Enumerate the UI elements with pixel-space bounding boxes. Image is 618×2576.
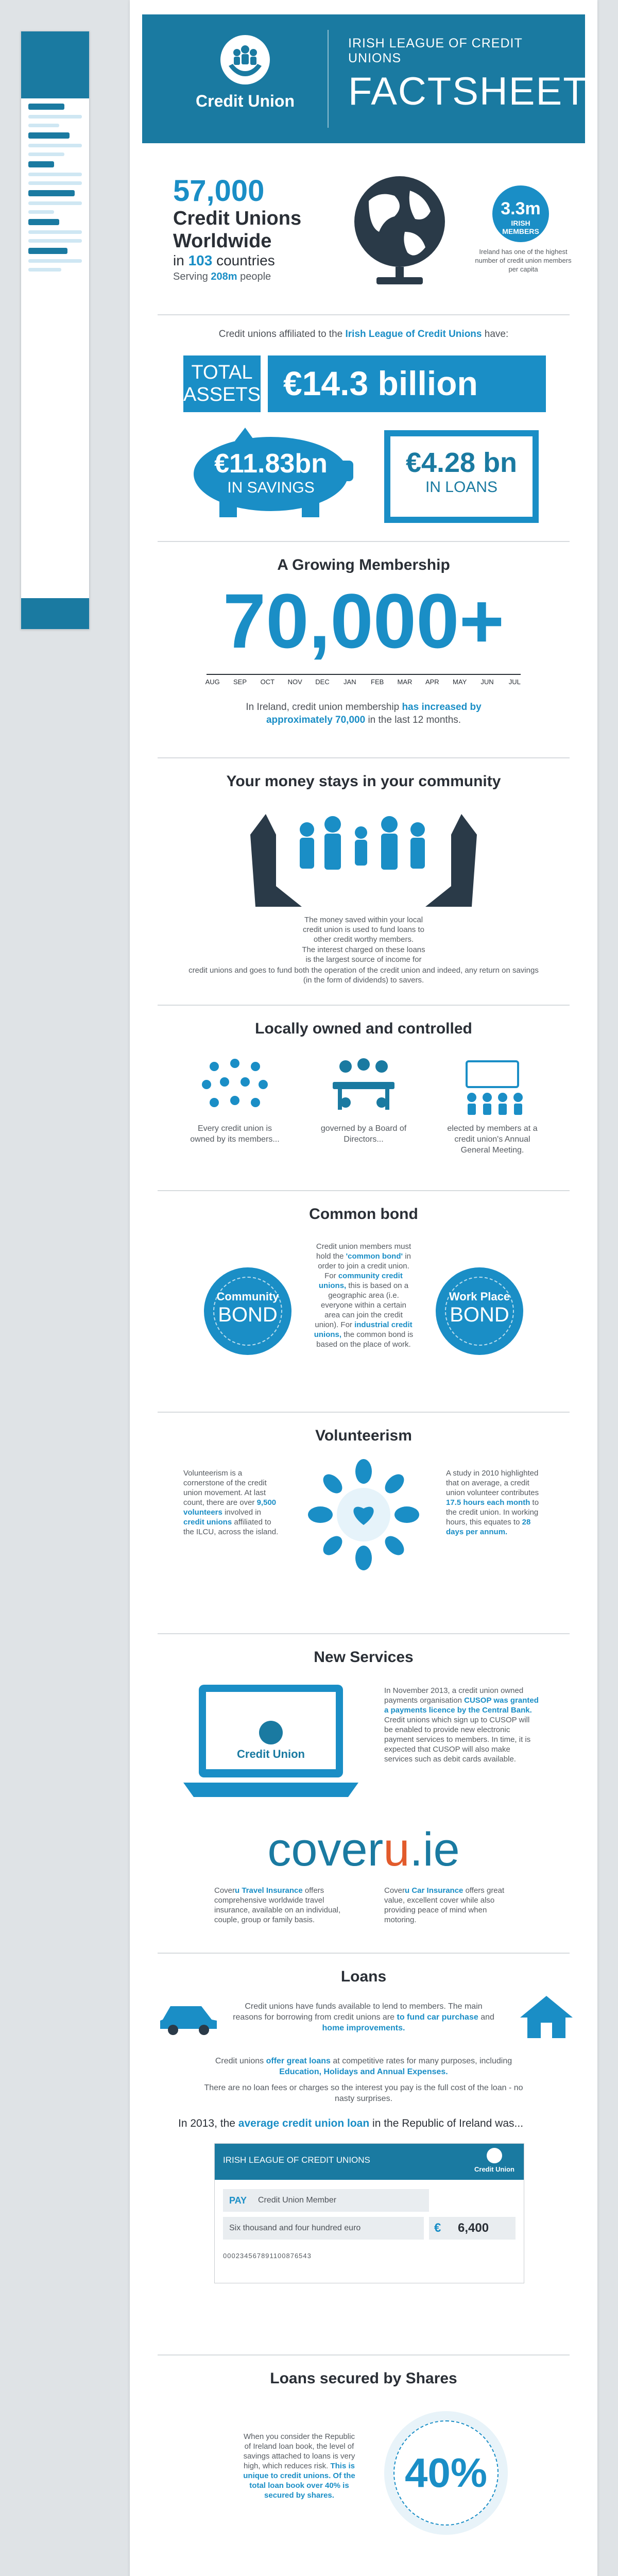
community-title: Your money stays in your community — [226, 773, 501, 790]
page-thumbnail[interactable] — [21, 31, 90, 630]
timeline-month: SEP — [233, 678, 247, 686]
membership-title: A Growing Membership — [277, 556, 450, 573]
workplace-bond-badge: Work Place BOND — [436, 1267, 523, 1355]
membership-number: 70,000+ — [222, 578, 505, 664]
community-bond-badge: Community BOND — [204, 1267, 291, 1355]
bond-section — [142, 1206, 585, 1401]
thumbnail-footer — [21, 598, 89, 629]
shares-title: Loans secured by Shares — [270, 2370, 457, 2387]
timeline-month: APR — [425, 678, 439, 686]
savings-value: €11.83bn — [214, 449, 328, 479]
percent-badge — [384, 2411, 508, 2535]
assets-section: Credit unions affiliated to the Irish League of Credit Unions have: TOTAL ASSETS €14.3 billion €11.83bn IN SAVINGS €4.28 bn IN LOANS — [142, 325, 585, 531]
volunteer-section — [142, 1427, 585, 1618]
owned-title: Locally owned and controlled — [255, 1020, 472, 1037]
community-hands-icon — [245, 804, 482, 909]
irish-note: Ireland has one of the highest number of credit union members per capita — [475, 248, 572, 273]
logo-text: Credit Union — [196, 92, 295, 110]
irish-members-badge: 3.3m IRISH MEMBERS — [492, 185, 549, 242]
loans-section — [142, 1968, 585, 2339]
card-logo-icon — [487, 2148, 502, 2163]
services-title: New Services — [314, 1649, 414, 1666]
timeline-month: JAN — [344, 678, 356, 686]
total-assets-label: TOTAL ASSETS — [183, 355, 261, 412]
cusop-text: In November 2013, a credit union owned payments organisation CUSOP was granted a payments licence by the Central Bank. Credit unions which sign up to CUSOP will be enabled to provide new electronic payment services to members. In time, it is expected that CUSOP will also make services such as debit cards available. — [384, 1686, 539, 1764]
members-crowd-icon — [199, 1056, 271, 1121]
timeline-month: DEC — [315, 678, 330, 686]
membership-section — [142, 556, 585, 742]
total-assets-value: €14.3 billion — [268, 355, 546, 412]
page-title: FACTSHEET — [348, 70, 588, 113]
coveru-logo: coveru.ie — [267, 1823, 460, 1876]
factsheet-page — [130, 0, 597, 2576]
shares-text: When you consider the Republic of Ireland loan book, the level of savings attached to loans is very high, which reduces risk. This is unique to credit unions. Of the total loan book over 40% is secured by shares. — [243, 2432, 355, 2500]
timeline-month: MAY — [453, 678, 467, 686]
header-divider — [328, 30, 329, 128]
header-banner — [142, 14, 588, 143]
thumbnail-header — [21, 31, 89, 98]
timeline-month: FEB — [371, 678, 384, 686]
car-icon — [158, 1999, 219, 2038]
people-served: 208m — [211, 271, 237, 282]
worldwide-count: 57,000 — [173, 174, 265, 208]
volunteer-title: Volunteerism — [315, 1427, 412, 1444]
volunteer-right-text: A study in 2010 highlighted that on average, a credit union volunteer contributes 17.5 hours each month to the credit union. In working hours, this equates to 28 days per annum. — [446, 1469, 539, 1536]
average-loan-text: In 2013, the average credit union loan in the Republic of Ireland was... — [178, 2117, 524, 2129]
shares-percent: 40% — [404, 2450, 488, 2496]
board-icon — [328, 1056, 400, 1121]
cheque-card: IRISH LEAGUE OF CREDIT UNIONS Credit Union PAY Credit Union Member Six thousand and four hundred euro € 6,400 000234567891100876543 — [214, 2143, 524, 2283]
loans-value-box: €4.28 bn IN LOANS — [384, 430, 539, 523]
community-section: Your money stays in your community The money saved within your local credit union is used to fund loans to other credit worthy members. The interest charged on these loans is the largest source of income for credit unions and goes to fund both the operation of the credit union and indeed, any return on savings (in the form of dividends) to savers. — [142, 773, 585, 989]
loans-text-2: Credit unions offer great loans at competitive rates for many purposes, including Education, Holidays and Annual Expenses. — [215, 2057, 512, 2076]
worldwide-section: 57,000 Credit Unions Worldwide in 103 countries Serving 208m people 3.3m IRISH MEMBERS Ireland has one of the highest number of credit union members per capita — [142, 165, 585, 299]
timeline-month: OCT — [260, 678, 275, 686]
countries-count: 103 — [188, 252, 213, 268]
payee-row: PAY Credit Union Member — [223, 2189, 429, 2212]
bond-text: Credit union members must hold the 'common bond' in order to join a credit union. For community credit unions, this is based on a geographic area (i.e. everyone within a certain area can join the credit union). For industrial credit unions, the common bond is based on the place of work. — [314, 1242, 414, 1349]
bond-title: Common bond — [309, 1206, 418, 1223]
credit-union-logo — [194, 35, 297, 111]
card-micr: 000234567891100876543 — [223, 2252, 312, 2260]
shares-section — [142, 2370, 585, 2576]
owned-section: Locally owned and controlled Every credit union is owned by its members... governed by a Board of Directors... elected by members at a credit union's Annual General Meeting. — [142, 1020, 585, 1175]
people-hands-icon — [220, 35, 270, 84]
card-header: IRISH LEAGUE OF CREDIT UNIONS — [223, 2155, 370, 2165]
timeline-months — [199, 678, 528, 688]
loans-text-3: There are no loan fees or charges so the interest you pay is the full cost of the loan - no nasty surprises. — [204, 2083, 523, 2103]
coveru-travel-text: Coveru Travel Insurance offers comprehensive worldwide travel insurance, available on an individual, couple, group or family basis. — [214, 1886, 341, 1924]
loans-title: Loans — [340, 1968, 387, 1985]
coveru-car-text: Coveru Car Insurance offers great value, excellent cover while also providing peace of mind when motoring. — [384, 1886, 505, 1924]
amount-words-row: Six thousand and four hundred euro — [223, 2217, 424, 2240]
timeline-month: JUN — [480, 678, 494, 686]
voting-icon — [456, 1056, 528, 1121]
loans-text-1: Credit unions have funds available to lend to members. The main reasons for borrowing from credit unions are to fund car purchase and home improvements. — [233, 2002, 494, 2032]
services-section: New Services Credit Union In November 2013, a credit union owned payments organisation CUSOP was granted a payments licence by the Central Bank. Credit unions which sign up to CUSOP will be enabled to provide new electronic payment services to members. In time, it is expected that CUSOP will also make services such as debit cards available. coveru.ie Coveru Travel Insurance offers comprehensive worldwide travel insurance, available on an individual, couple, group or family basis. Coveru Car Insurance offers great value, excellent cover while also providing peace of mind when motoring. — [142, 1649, 585, 1937]
loans-value: €4.28 bn — [405, 447, 518, 478]
assets-intro: Credit unions affiliated to the Irish League of Credit Unions have: — [218, 329, 509, 340]
volunteer-left-text: Volunteerism is a cornerstone of the credit union movement. At last count, there are over 9,500 volunteers involved in credit unions affiliated to the ILCU, across the island. — [183, 1469, 279, 1536]
header-subtitle: IRISH LEAGUE OF CREDIT UNIONS — [348, 36, 523, 65]
timeline-month: JUL — [508, 678, 521, 686]
timeline-month: AUG — [205, 678, 220, 686]
loan-amount: 6,400 — [458, 2221, 489, 2235]
volunteer-hands-circle-icon — [307, 1458, 420, 1574]
house-icon — [518, 1994, 575, 2043]
amount-box: € 6,400 — [429, 2217, 516, 2240]
membership-text: In Ireland, credit union membership has increased by approximately 70,000 in the last 12 months. — [246, 702, 482, 725]
globe-icon — [348, 170, 451, 291]
timeline-axis — [207, 674, 521, 675]
timeline-month: MAR — [397, 678, 413, 686]
timeline-month: NOV — [287, 678, 302, 686]
laptop-logo-icon — [259, 1721, 283, 1744]
